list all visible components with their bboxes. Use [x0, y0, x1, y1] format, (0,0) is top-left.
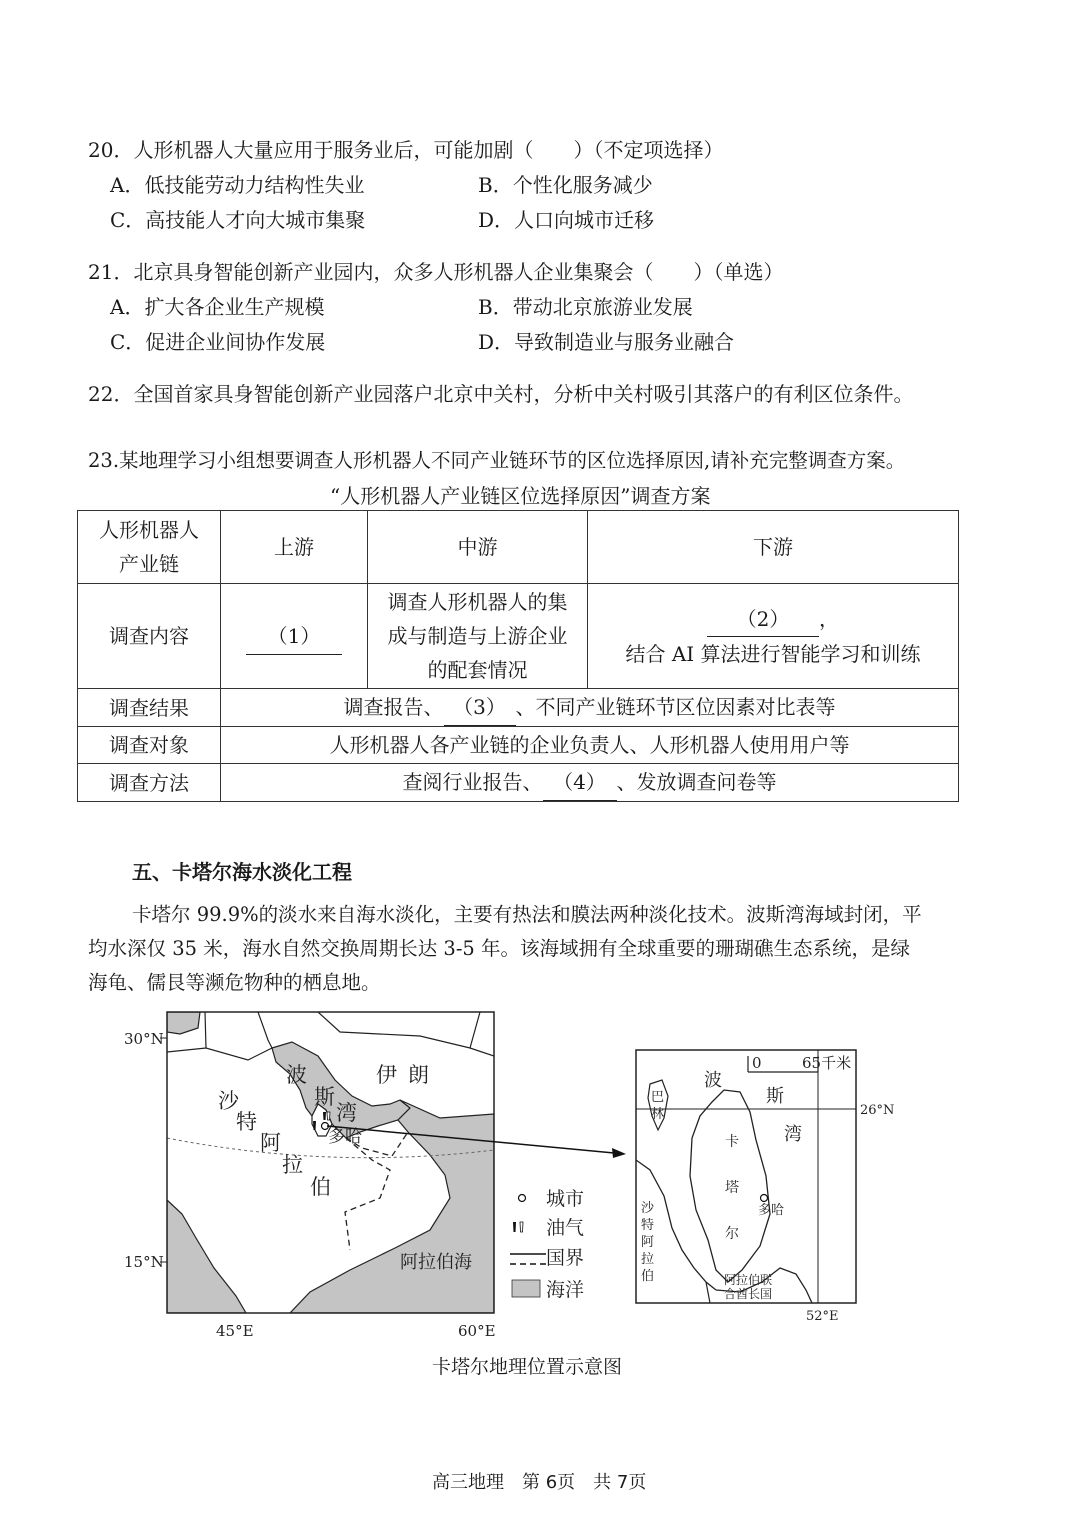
section-5-para-line-1: 卡塔尔 99.9%的淡水来自海水淡化，主要有热法和膜法两种淡化技术。波斯湾海域封闭，平 [132, 903, 922, 926]
bahrain-char-2: 林 [651, 1107, 665, 1122]
mediterranean-sea [167, 1012, 200, 1034]
q21-option-d: D．导致制造业与服务业融合 [478, 330, 735, 354]
q21-option-a: A．扩大各企业生产规模 [110, 295, 325, 319]
cell-upstream-content [221, 584, 368, 689]
inset-saudi-char-2: 特 [641, 1218, 655, 1233]
table-corner-cell [78, 511, 221, 584]
saudi-label-char-1: 沙 [218, 1089, 239, 1113]
scale-bar [748, 1054, 851, 1072]
qatar-char-2: 塔 [725, 1180, 739, 1196]
downstream-line-2: 结合 AI 算法进行智能学习和训练 [625, 641, 921, 666]
scale-65-label: 65千米 [802, 1054, 852, 1072]
section-5-para-line-2: 均水深仅 35 米，海水自然交换周期长达 3-5 年。该海域拥有全球重要的珊瑚礁生态系统，是绿 [88, 937, 911, 960]
border-dashed-1 [345, 1138, 390, 1250]
legend-ocean-label: 海洋 [546, 1279, 585, 1301]
legend-ocean-swatch [512, 1280, 540, 1297]
qatar-char-1: 卡 [725, 1134, 739, 1150]
blank-2: （2） [707, 602, 819, 637]
inset-gulf-char-1: 波 [704, 1070, 722, 1091]
saudi-label-char-2: 特 [236, 1110, 257, 1134]
survey-plan-table [77, 510, 959, 802]
scale-0-label: 0 [752, 1054, 762, 1072]
corner-line-2: 产业链 [119, 552, 179, 576]
border-solid-3 [258, 1012, 272, 1048]
map-legend [510, 1188, 584, 1301]
lon-60-label: 60°E [458, 1322, 496, 1340]
q22-stem: 22．全国首家具身智能创新产业园落户北京中关村，分析中关村吸引其落户的有利区位条件。 [88, 382, 914, 406]
gulf-label-char-3: 湾 [336, 1101, 357, 1125]
header-upstream: 上游 [221, 511, 368, 584]
saudi-label-char-4: 拉 [282, 1153, 303, 1177]
midstream-line-3: 的配套情况 [427, 658, 528, 682]
oil-gas-marker-3 [327, 1112, 330, 1120]
saudi-label-char-3: 阿 [260, 1131, 281, 1155]
arabian-sea-label: 阿拉伯海 [400, 1252, 472, 1273]
inset-gulf-char-3: 湾 [784, 1124, 802, 1145]
border-solid-4 [318, 1012, 480, 1048]
q20-option-b: B．个性化服务减少 [478, 173, 653, 197]
iran-label-char-1: 伊 [376, 1063, 397, 1087]
q20-option-d: D．人口向城市迁移 [478, 208, 655, 232]
uae-label-line-2: 合酋长国 [724, 1287, 773, 1301]
inset-doha-marker [761, 1195, 768, 1202]
q21-option-b: B．带动北京旅游业发展 [478, 295, 693, 319]
q23-stem: 23.某地理学习小组想要调查人形机器人不同产业链环节的区位选择原因,请补充完整调查方案。 [88, 449, 906, 472]
lon-52-label: 52°E [806, 1309, 839, 1324]
qatar-char-3: 尔 [725, 1226, 739, 1242]
bahrain-char-1: 巴 [651, 1090, 665, 1105]
inset-saudi-char-5: 伯 [641, 1269, 655, 1284]
legend-city-label: 城市 [546, 1188, 585, 1210]
border-solid-5 [470, 1048, 494, 1056]
cell-midstream-content [368, 584, 588, 689]
method-suffix: 、发放调查问卷等 [616, 770, 777, 794]
red-sea [167, 1200, 246, 1313]
oil-gas-marker-1 [313, 1121, 316, 1130]
cell-method [221, 764, 959, 802]
section-5-para-line-3: 海龟、儒艮等濒危物种的栖息地。 [88, 971, 381, 994]
lat-15-label: 15°N [124, 1253, 164, 1271]
map-caption: 卡塔尔地理位置示意图 [432, 1356, 623, 1378]
legend-border-label: 国界 [546, 1247, 585, 1269]
gulf-label-char-2: 斯 [314, 1085, 335, 1109]
cell-downstream-content [588, 584, 959, 689]
cell-object: 人形机器人各产业链的企业负责人、人形机器人使用用户等 [221, 727, 959, 764]
q20-option-c: C．高技能人才向大城市集聚 [110, 208, 366, 232]
result-prefix: 调查报告、 [343, 695, 444, 719]
row-label-content: 调查内容 [78, 584, 221, 689]
cell-result [221, 689, 959, 727]
method-prefix: 查阅行业报告、 [402, 770, 543, 794]
lat-26-label: 26°N [860, 1103, 895, 1118]
inset-gulf-char-2: 斯 [766, 1086, 784, 1107]
iran-label-char-2: 朗 [408, 1063, 429, 1087]
header-downstream: 下游 [588, 511, 959, 584]
q20-option-a: A．低技能劳动力结构性失业 [110, 173, 365, 197]
blank-1: （1） [246, 618, 342, 655]
midstream-line-1: 调查人形机器人的集 [387, 590, 568, 614]
border-solid-1 [205, 1012, 206, 1048]
border-solid-2 [167, 1048, 272, 1060]
midstream-line-2: 成与制造与上游企业 [387, 624, 568, 648]
section-5-title: 五、卡塔尔海水淡化工程 [132, 860, 352, 884]
header-midstream: 中游 [368, 511, 588, 584]
q21-option-c: C．促进企业间协作发展 [110, 330, 326, 354]
qatar-location-map [0, 1000, 1080, 1340]
inset-saudi-char-4: 拉 [641, 1252, 655, 1267]
legend-oil-icon-filled [513, 1222, 516, 1232]
result-suffix: 、不同产业链环节区位因素对比表等 [515, 695, 836, 719]
blank-3: （3） [444, 689, 516, 726]
pointer-arrow-head [612, 1148, 626, 1158]
row-label-object: 调查对象 [78, 727, 221, 764]
legend-city-icon [519, 1195, 526, 1202]
row-label-result: 调查结果 [78, 689, 221, 727]
inset-saudi-char-3: 阿 [641, 1235, 655, 1250]
uae-label-line-1: 阿拉伯联 [724, 1273, 773, 1287]
saudi-label-char-5: 伯 [310, 1175, 331, 1199]
page-footer: 高三地理 第 6页 共 7页 [432, 1472, 647, 1493]
oil-gas-marker-2 [323, 1112, 326, 1120]
lon-45-label: 45°E [216, 1322, 254, 1340]
lat-30-label: 30°N [124, 1030, 164, 1048]
bahrain-island [648, 1080, 668, 1130]
legend-oil-label: 油气 [546, 1217, 585, 1239]
corner-line-1: 人形机器人 [99, 518, 199, 542]
doha-label: 多哈 [328, 1127, 362, 1147]
gulf-label-char-1: 波 [286, 1063, 307, 1087]
inset-doha-label: 多哈 [758, 1203, 785, 1218]
inset-saudi-char-1: 沙 [641, 1201, 655, 1216]
q20-stem: 20．人形机器人大量应用于服务业后，可能加剧（ ）（不定项选择） [88, 138, 724, 162]
blank-4: （4） [543, 764, 617, 801]
legend-oil-icon-hollow [520, 1222, 523, 1232]
row-label-method: 调查方法 [78, 764, 221, 802]
q23-table-title: “人形机器人产业链区位选择原因”调查方案 [330, 484, 711, 508]
blank-2-suffix: ， [819, 606, 839, 631]
q21-stem: 21．北京具身智能创新产业园内，众多人形机器人企业集聚会（ ）（单选） [88, 260, 784, 284]
